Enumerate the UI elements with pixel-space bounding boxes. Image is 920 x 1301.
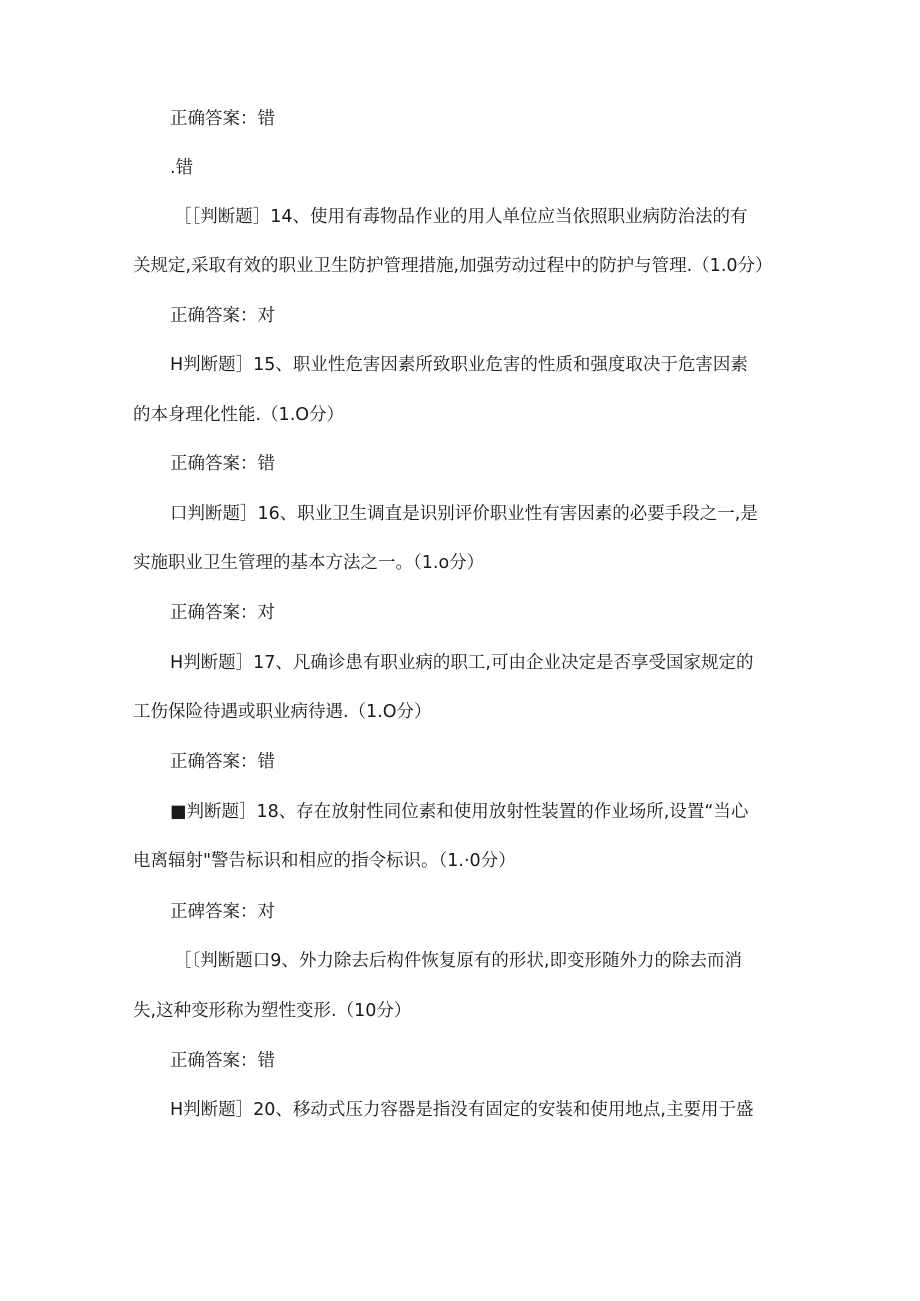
- question-18-line-2: 电离辐射"警告标识和相应的指令标识。（1.·0分）: [133, 851, 516, 871]
- answer-line: 正确答案：错: [170, 109, 275, 129]
- question-19-line-2: 失,这种变形称为塑性变形.（10分）: [133, 1001, 412, 1021]
- question-14-line-1: ［［判断题］14、使用有毒物品作业的用人单位应当依照职业病防治法的有: [174, 207, 748, 227]
- answer-16: 正确答案：对: [170, 603, 275, 623]
- question-19-line-1: ［〔判断题口9、外力除去后构件恢复原有的形状,即变形随外力的除去而消: [174, 951, 742, 971]
- answer-fragment: .错: [170, 158, 194, 178]
- answer-14: 正确答案：对: [170, 306, 275, 326]
- question-17-line-1: H判断题］17、凡确诊患有职业病的职工,可由企业决定是否享受国家规定的: [170, 653, 754, 673]
- question-14-line-2: 关规定,采取有效的职业卫生防护管理措施,加强劳动过程中的防护与管理.（1.0分）: [133, 256, 773, 276]
- question-15-line-2: 的本身理化性能.（1.O分）: [133, 405, 345, 425]
- question-17-line-2: 工伤保险待遇或职业病待遇.（1.O分）: [133, 702, 432, 722]
- question-16-line-2: 实施职业卫生管理的基本方法之一。（1.o分）: [133, 553, 485, 573]
- question-20-line-1: H判断题］20、移动式压力容器是指没有固定的安装和使用地点,主要用于盛: [170, 1100, 754, 1120]
- answer-17: 正确答案：错: [170, 752, 275, 772]
- question-15-line-1: H判断题］15、职业性危害因素所致职业危害的性质和强度取决于危害因素: [170, 355, 748, 375]
- question-18-line-1: ■判断题］18、存在放射性同位素和使用放射性装置的作业场所,设置“当心: [170, 802, 749, 822]
- answer-18: 正碑答案：对: [170, 902, 275, 922]
- question-16-line-1: 口判断题］16、职业卫生调直是识别评价职业性有害因素的必要手段之一,是: [170, 504, 758, 524]
- answer-19: 正确答案：错: [170, 1051, 275, 1071]
- answer-15: 正确答案：错: [170, 454, 275, 474]
